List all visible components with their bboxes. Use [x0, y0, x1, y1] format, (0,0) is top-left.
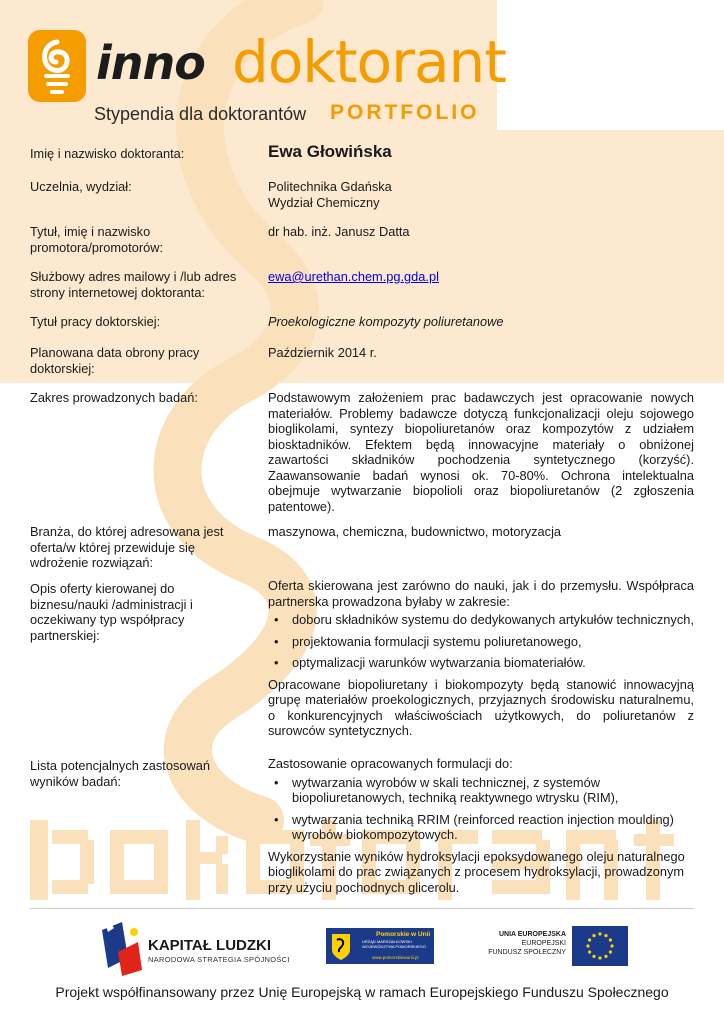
- offer-item: • optymalizacji warunków wytwarzania biomateriałów.: [292, 655, 694, 671]
- uses-item: • wytwarzania techniką RRIM (reinforced reaction injection moulding) wyrobów biokompozytowych.: [292, 812, 694, 843]
- offer-list: [268, 612, 694, 671]
- university-value: [268, 179, 694, 210]
- promoter-label: Tytuł, imię i nazwisko promotora/promotorów:: [30, 224, 163, 255]
- faculty-name: Wydział Chemiczny: [268, 194, 380, 210]
- scope-value: Podstawowym założeniem prac badawczych jest opracowanie nowych materiałów. Problemy badawcze dotyczą funkcjonalizacji oleju sojowego bioglikolami, syntezy biopoliuretanów oraz kompozytów z udziałem biosktadników. Efektem będą innowacyjne materiały o obniżonej zawartości składników pochodzenia syntetycznego (korzyść). Zaawansowanie badań wynosi ok. 70-80%. Ochrona intelektualna obejmuje wytwarzanie biopolioli oraz biopoliuretanów (2 zgłoszenia patentowe).: [268, 390, 694, 514]
- university-label: Uczelnia, wydział:: [30, 179, 132, 194]
- eu-fund-2: FUNDUSZ SPOŁECZNY: [488, 949, 566, 956]
- pomorskie-url: www.pomorskiewunii.pl: [372, 955, 419, 960]
- pomorskie-title: Pomorskie w Unii: [376, 931, 431, 938]
- footer-caption: Projekt współfinansowany przez Unię Europejską w ramach Europejskiego Funduszu Społecznego: [55, 984, 669, 1000]
- uses-value: [268, 756, 694, 895]
- name-label: Imię i nazwisko doktoranta:: [30, 146, 185, 161]
- innodoktorant-logo-icon: [24, 28, 90, 104]
- email-link[interactable]: ewa@urethan.chem.pg.gda.pl: [268, 269, 439, 284]
- scope-label: Zakres prowadzonych badań:: [30, 390, 198, 405]
- promoter-value: dr hab. inż. Janusz Datta: [268, 224, 410, 239]
- industry-label: Branża, do której adresowana jest oferta/w której przewiduje się wdrożenie rozwiązań:: [30, 524, 224, 570]
- name-value: Ewa Głowińska: [268, 142, 392, 161]
- university-name: Politechnika Gdańska: [268, 179, 392, 194]
- industry-value: maszynowa, chemiczna, budownictwo, motoryzacja: [268, 524, 562, 539]
- uses-label: Lista potencjalnych zastosowań wyników badań:: [30, 758, 210, 789]
- header-portfolio: PORTFOLIO: [330, 101, 480, 124]
- offer-value: [268, 578, 694, 739]
- email-value: [268, 269, 694, 285]
- thesis-value: Proekologiczne kompozyty poliuretanowe: [268, 314, 504, 329]
- offer-item: • doboru składników systemu do dedykowanych artykułów technicznych,: [292, 612, 694, 628]
- eu-fund-1: EUROPEJSKI: [521, 940, 566, 947]
- uses-intro: Zastosowanie opracowanych formulacji do:: [268, 756, 513, 771]
- griffin-icon: [326, 928, 356, 962]
- footer-divider: [30, 908, 694, 909]
- kapital-ludzki-subtitle: NARODOWA STRATEGIA SPÓJNOŚCI: [148, 955, 290, 964]
- defense-value: Październik 2014 r.: [268, 345, 377, 360]
- uses-list: [268, 775, 694, 843]
- header-subtitle: Stypendia dla doktorantów: [94, 104, 307, 124]
- eu-text: [486, 930, 566, 957]
- logo-doktorant-text: doktorant: [232, 28, 507, 96]
- pomorskie-office: URZĄD MARSZAŁKOWSKI WOJEWÓDZTWA POMORSKIEGO: [362, 939, 426, 949]
- thesis-label: Tytuł pracy doktorskiej:: [30, 314, 161, 329]
- uses-outro: Wykorzystanie wyników hydroksylacji epoksydowanego oleju naturalnego bioglikolami do prac związanych z procesem hydroksylacji, prowadzonym przy użyciu pochodnych glicerolu.: [268, 848, 685, 895]
- email-label: Służbowy adres mailowy i /lub adres strony internetowej doktoranta:: [30, 269, 237, 300]
- offer-item: • projektowania formulacji systemu poliuretanowego,: [292, 634, 694, 650]
- offer-outro: Opracowane biopoliuretany i biokompozyty będą stanowić innowacyjną grupę materiałów proekologicznych, przyjaznych środowisku naturalnemu, o konkurencyjnych właściwościach użytkowych, do poliuretanów z surowców syntetycznych.: [268, 676, 694, 738]
- defense-label: Planowana data obrony pracy doktorskiej:: [30, 345, 200, 376]
- uses-item: • wytwarzania wyrobów w skali technicznej, z systemów biopoliuretanowych, techniką reaktywnego wtrysku (RIM),: [292, 775, 694, 806]
- offer-intro: Oferta skierowana jest zarówno do nauki, jak i do przemysłu. Współpraca partnerska prowadzona byłaby w zakresie:: [268, 578, 694, 609]
- offer-label: Opis oferty kierowanej do biznesu/nauki /administracji i oczekiwany typ współpracy partnerskiej:: [30, 581, 193, 643]
- kapital-ludzki-title: KAPITAŁ LUDZKI: [148, 937, 272, 954]
- logo-inno-text: inno: [96, 36, 205, 90]
- eu-flag-icon: [572, 926, 628, 966]
- eu-title: UNIA EUROPEJSKA: [498, 931, 566, 938]
